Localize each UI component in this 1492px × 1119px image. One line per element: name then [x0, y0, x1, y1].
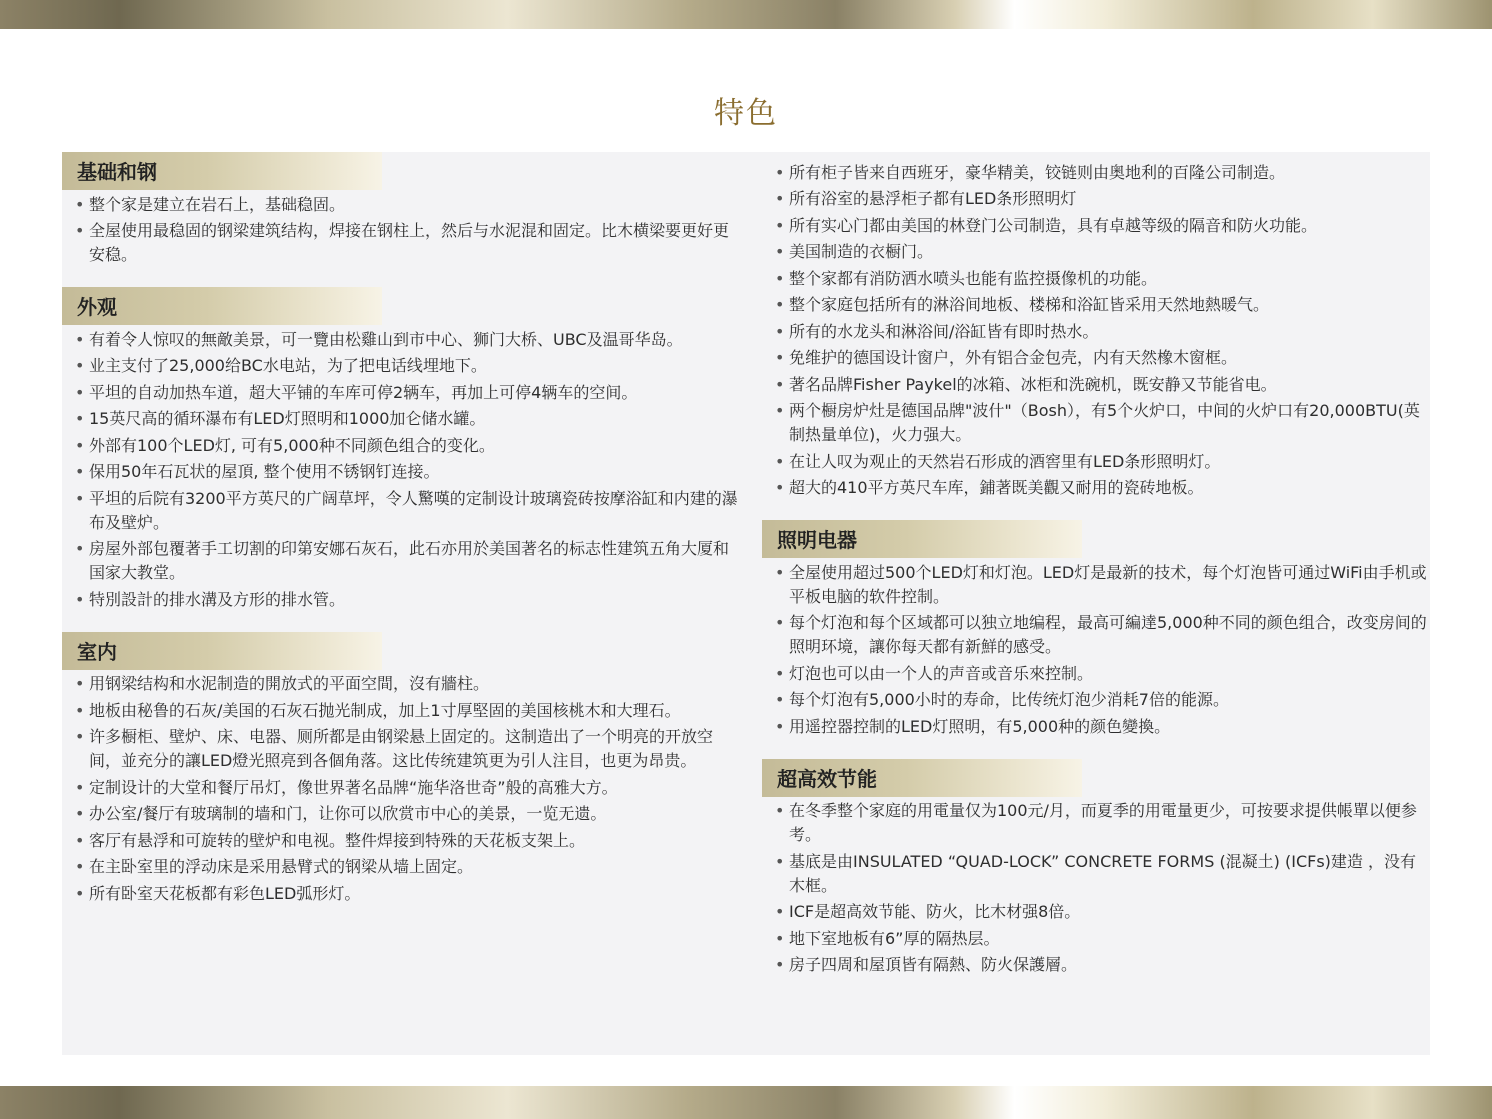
feature-list: [62, 672, 742, 906]
feature-item: • 免维护的德国设计窗户，外有铝合金包壳，内有天然橡木窗框。: [762, 346, 1430, 370]
feature-list: [62, 328, 742, 612]
feature-item: • 所有卧室天花板都有彩色LED弧形灯。: [62, 882, 742, 906]
feature-item: • 两个橱房炉灶是德国品牌"波什"（Bosh），有5个火炉口，中间的火炉口有20,000BTU(英制热量单位)，火力强大。: [762, 399, 1430, 447]
right-column: [762, 152, 1430, 977]
feature-item: • 业主支付了25,000给BC水电站，为了把电话线埋地下。: [62, 354, 742, 378]
feature-item: • 许多橱柜、壁炉、床、电器、厕所都是由钢梁悬上固定的。这制造出了一个明亮的开放空间，並充分的讓LED燈光照亮到各個角落。这比传统建筑更为引人注目，也更为昂贵。: [62, 725, 742, 773]
feature-item: • ICF是超高效节能、防火，比木材强8倍。: [762, 900, 1430, 924]
feature-item: • 美国制造的衣橱门。: [762, 240, 1430, 264]
feature-item: • 在主卧室里的浮动床是采用悬臂式的钢梁从墙上固定。: [62, 855, 742, 879]
feature-item: • 外部有100个LED灯, 可有5,000种不同颜色组合的变化。: [62, 434, 742, 458]
feature-item: • 整个家是建立在岩石上，基础稳固。: [62, 193, 742, 217]
feature-item: • 全屋使用最稳固的钢梁建筑结构，焊接在钢柱上，然后与水泥混和固定。比木横梁要更好更安稳。: [62, 219, 742, 267]
feature-item: • 所有浴室的悬浮柜子都有LED条形照明灯: [762, 187, 1430, 211]
feature-list: [62, 193, 742, 268]
feature-item: • 平坦的后院有3200平方英尺的广阔草坪，令人驚嘆的定制设计玻璃瓷砖按摩浴缸和内建的瀑布及壁炉。: [62, 487, 742, 535]
feature-item: • 所有柜子皆来自西班牙，豪华精美，铰链则由奥地利的百隆公司制造。: [762, 161, 1430, 185]
section-heading: 基础和钢: [62, 152, 382, 190]
feature-item: • 整个家庭包括所有的淋浴间地板、楼梯和浴缸皆采用天然地熱暖气。: [762, 293, 1430, 317]
feature-item: • 全屋使用超过500个LED灯和灯泡。LED灯是最新的技术，每个灯泡皆可通过WiFi由手机或平板电脑的软件控制。: [762, 561, 1430, 609]
feature-section: [762, 520, 1430, 739]
bottom-decorative-band: [0, 1086, 1492, 1119]
feature-item: • 每个灯泡和每个区域都可以独立地编程，最高可編達5,000种不同的颜色组合，改变房间的照明环境，讓你每天都有新鮮的感受。: [762, 611, 1430, 659]
feature-item: • 基底是由INSULATED “QUAD-LOCK” CONCRETE FORMS (混凝土) (ICFs)建造 ，没有木框。: [762, 850, 1430, 898]
feature-list-continued: [762, 152, 1430, 500]
feature-item: • 著名品牌Fisher Paykel的冰箱、冰柜和洗碗机，既安静又节能省电。: [762, 373, 1430, 397]
feature-item: • 特別設計的排水溝及方形的排水管。: [62, 588, 742, 612]
feature-item: • 办公室/餐厅有玻璃制的墙和门，让你可以欣赏市中心的美景，一览无遗。: [62, 802, 742, 826]
feature-item: • 地下室地板有6”厚的隔热层。: [762, 927, 1430, 951]
feature-section: [62, 632, 742, 906]
feature-item: • 所有的水龙头和淋浴间/浴缸皆有即时热水。: [762, 320, 1430, 344]
feature-item: • 15英尺高的循环瀑布有LED灯照明和1000加仑储水罐。: [62, 407, 742, 431]
feature-item: • 超大的410平方英尺车库，鋪著既美觀又耐用的瓷砖地板。: [762, 476, 1430, 500]
feature-item: • 用遥控器控制的LED灯照明，有5,000种的颜色變換。: [762, 715, 1430, 739]
feature-item: • 客厅有悬浮和可旋转的壁炉和电视。整件焊接到特殊的天花板支架上。: [62, 829, 742, 853]
feature-list: [762, 799, 1430, 977]
section-heading: 照明电器: [762, 520, 1082, 558]
feature-item: • 房屋外部包覆著手工切割的印第安娜石灰石，此石亦用於美国著名的标志性建筑五角大厦和国家大教堂。: [62, 537, 742, 585]
feature-list: [762, 561, 1430, 739]
top-decorative-band: [0, 0, 1492, 29]
section-heading: 室内: [62, 632, 382, 670]
section-heading: 外观: [62, 287, 382, 325]
left-column: [62, 152, 742, 906]
feature-item: • 地板由秘鲁的石灰/美国的石灰石抛光制成，加上1寸厚堅固的美国核桃木和大理石。: [62, 699, 742, 723]
feature-section: [62, 287, 742, 612]
feature-item: • 平坦的自动加热车道，超大平铺的车库可停2辆车，再加上可停4辆车的空间。: [62, 381, 742, 405]
feature-item: • 在让人叹为观止的天然岩石形成的酒窖里有LED条形照明灯。: [762, 450, 1430, 474]
feature-item: • 用钢梁结构和水泥制造的開放式的平面空間，沒有牆柱。: [62, 672, 742, 696]
feature-item: • 定制设计的大堂和餐厅吊灯，像世界著名品牌“施华洛世奇”般的高雅大方。: [62, 776, 742, 800]
page-title: 特色: [714, 96, 778, 131]
section-heading: 超高效节能: [762, 759, 1082, 797]
feature-item: • 保用50年石瓦状的屋頂, 整个使用不锈钢钉连接。: [62, 460, 742, 484]
features-panel: [62, 152, 1430, 1055]
feature-item: • 整个家都有消防洒水喷头也能有监控摄像机的功能。: [762, 267, 1430, 291]
feature-section-continued: [762, 152, 1430, 500]
feature-section: [62, 152, 742, 267]
feature-section: [762, 759, 1430, 978]
feature-item: • 灯泡也可以由一个人的声音或音乐來控制。: [762, 662, 1430, 686]
feature-item: • 有着令人惊叹的無敵美景，可一覽由松雞山到市中心、狮门大桥、UBC及温哥华岛。: [62, 328, 742, 352]
feature-item: • 所有实心门都由美国的林登门公司制造，具有卓越等级的隔音和防火功能。: [762, 214, 1430, 238]
feature-item: • 每个灯泡有5,000小时的寿命，比传统灯泡少消耗7倍的能源。: [762, 688, 1430, 712]
feature-item: • 房子四周和屋頂皆有隔熱、防火保護層。: [762, 953, 1430, 977]
feature-item: • 在冬季整个家庭的用電量仅为100元/月，而夏季的用電量更少，可按要求提供帳單以便参考。: [762, 799, 1430, 847]
